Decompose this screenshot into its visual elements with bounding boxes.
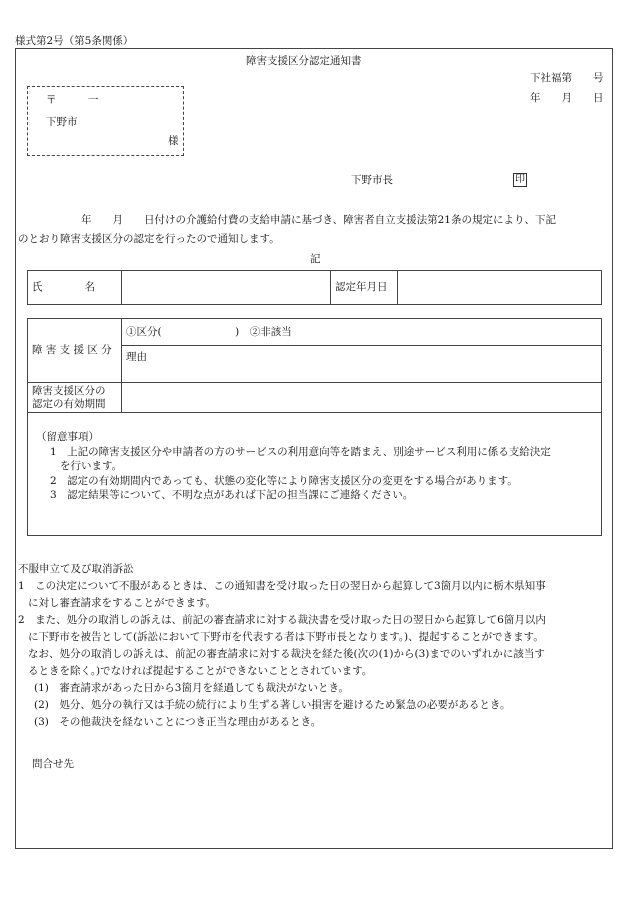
validity-value: [122, 383, 602, 413]
contact-label: 問合せ先: [32, 758, 74, 770]
name-label: 氏 名: [28, 271, 122, 305]
note-item-2: 2 認定の有効期間内であっても、状態の変化等により障害支援区分の変更をする場合があります。: [50, 474, 518, 487]
appeal-p1-line2: に対し審査請求をすることができます。: [28, 597, 217, 609]
category-options: ①区分( ) ②非該当: [122, 319, 602, 346]
certification-date-value: [398, 271, 602, 305]
note-item-1-cont: を行います。: [60, 460, 123, 473]
body-text-line1: 年 月 日付けの介護給付費の支給申請に基づき、障害者自立支援法第21条の規定により、下記: [81, 214, 556, 226]
appeal-p2-line2: に下野市を被告として(訴訟において下野市を代表する者は下野市長となります。)、提起することができます。: [28, 631, 544, 643]
body-text-line2: のとおり障害支援区分の認定を行ったので通知します。: [18, 233, 280, 245]
notes-section: [28, 413, 602, 536]
recipient-city: 下野市: [46, 116, 78, 128]
name-date-table: [27, 270, 602, 305]
category-label: 障 害 支 援 区 分: [28, 319, 122, 383]
support-category-table: [27, 318, 602, 536]
appeal-p1-line1: 1 この決定について不服があるときは、この通知書を受け取った日の翌日から起算して3箇月以内に栃木県知事: [18, 580, 546, 592]
sender-name: 下野市長: [351, 174, 393, 186]
certification-date-label: 認定年月日: [331, 271, 398, 305]
appeal-heading: 不服申立て及び取消訴訟: [18, 563, 134, 575]
name-value: [122, 271, 331, 305]
reason-label: 理由: [122, 346, 602, 383]
appeal-p2-line4: るときを除く。)でなければ提起することができないこととされています。: [28, 665, 373, 677]
recipient-honorific: 様: [168, 135, 179, 147]
ki-heading: 記: [310, 253, 321, 265]
validity-label-line2: 認定の有効期間: [32, 397, 106, 410]
validity-label-line1: 障害支援区分の: [32, 384, 106, 397]
form-number: 様式第2号（第5条関係）: [15, 35, 134, 47]
notes-heading: （留意事項）: [36, 431, 99, 443]
seal-mark: 印: [515, 174, 525, 185]
document-date: 年 月 日: [530, 92, 604, 104]
note-item-3: 3 認定結果等について、不明な点があれば下記の担当課にご連絡ください。: [50, 489, 414, 502]
postal-code: 〒 一: [46, 94, 99, 106]
document-number: 下社福第 号: [530, 72, 604, 84]
appeal-sub-2: (2) 処分、処分の執行又は手続の続行により生ずる著しい損害を避けるため緊急の必要があるとき。: [34, 699, 511, 711]
appeal-p2-line1: 2 また、処分の取消しの訴えは、前記の審査請求に対する裁決書を受け取った日の翌日から起算して6箇月以内: [18, 614, 546, 626]
appeal-sub-1: (1) 審査請求があった日から3箇月を経過しても裁決がないとき。: [34, 682, 350, 694]
validity-label: [28, 383, 122, 413]
note-item-1: 1 上記の障害支援区分や申請者の方のサービスの利用意向等を踏まえ、別途サービス利用に係る支給決定: [50, 445, 551, 458]
appeal-sub-3: (3) その他裁決を経ないことにつき正当な理由があるとき。: [34, 716, 322, 728]
appeal-p2-line3: なお、処分の取消しの訴えは、前記の審査請求に対する裁決を経た後(次の(1)から(3)までのいずれかに該当す: [28, 648, 545, 660]
document-title: 障害支援区分認定通知書: [246, 55, 362, 67]
